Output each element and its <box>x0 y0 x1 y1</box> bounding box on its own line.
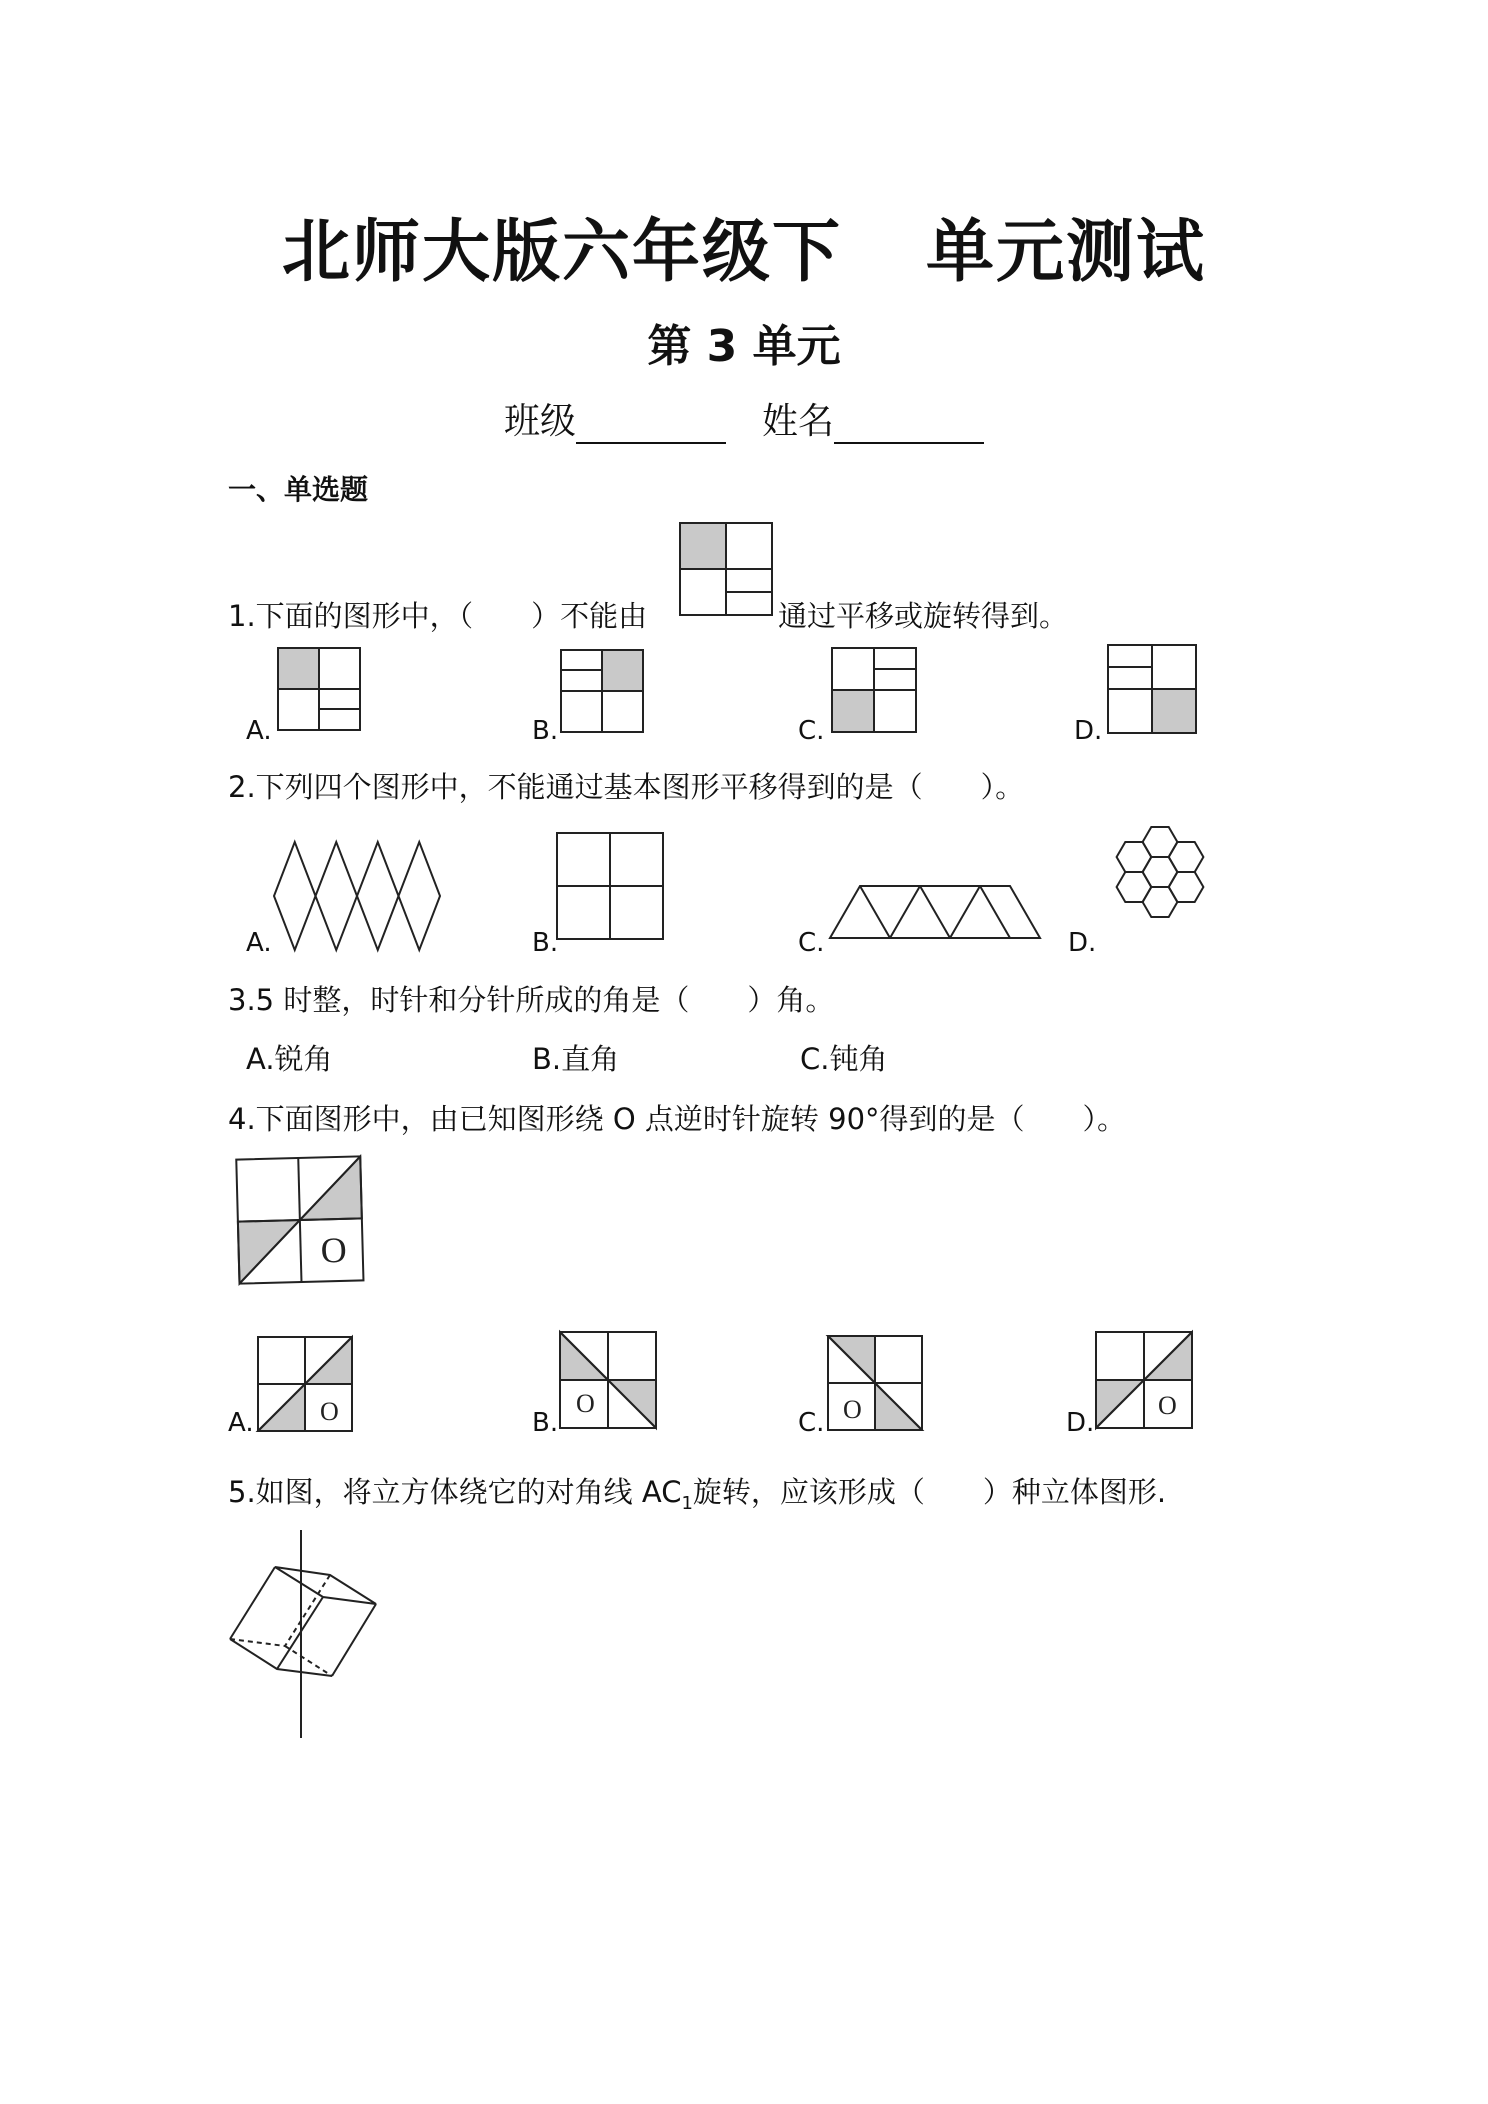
question-4-text: 4.下面图形中，由已知图形绕 O 点逆时针旋转 90°得到的是（ ）。 <box>228 1102 1127 1136</box>
q1-option-d-label[interactable]: D. <box>1074 716 1103 746</box>
page-subtitle: 第 3 单元 <box>647 321 841 372</box>
q3-option-a[interactable]: A.锐角 <box>246 1042 333 1076</box>
q1-option-d-figure[interactable] <box>1108 645 1196 733</box>
q2-option-c-figure[interactable] <box>830 886 1040 938</box>
q2-option-c-label[interactable]: C. <box>798 928 825 958</box>
q4-given-figure <box>238 1158 362 1292</box>
q1-option-b-figure[interactable] <box>561 650 643 732</box>
q3-option-c[interactable]: C.钝角 <box>800 1042 888 1076</box>
q1-option-c-figure[interactable] <box>832 648 916 732</box>
q4-option-d-label[interactable]: D. <box>1066 1408 1095 1438</box>
q1-option-b-label[interactable]: B. <box>532 716 559 746</box>
q5-text-after: 旋转，应该形成（ ）种立体图形. <box>692 1475 1167 1509</box>
q4-option-c-label[interactable]: C. <box>798 1408 825 1438</box>
q2-option-d-label[interactable]: D. <box>1068 928 1097 958</box>
q4-a-point-o: O <box>320 1397 339 1426</box>
question-3-text: 3.5 时整，时针和分针所成的角是（ ）角。 <box>228 983 835 1017</box>
q4-d-point-o: O <box>1158 1391 1177 1420</box>
q4-option-b-label[interactable]: B. <box>532 1408 559 1438</box>
class-label: 班级 <box>503 401 576 442</box>
q1-option-c-label[interactable]: C. <box>798 716 825 746</box>
q4-given-point-o: O <box>320 1229 348 1271</box>
q4-option-a-figure[interactable] <box>258 1337 352 1431</box>
q5-text-before: 5.如图，将立方体绕它的对角线 AC <box>228 1475 682 1509</box>
q5-subscript: 1 <box>681 1492 693 1514</box>
q2-option-b-label[interactable]: B. <box>532 928 559 958</box>
question-1-text-before: 1.下面的图形中，（ ）不能由 <box>228 599 648 633</box>
title-right: 单元测试 <box>926 213 1207 292</box>
student-info-line <box>0 393 1488 444</box>
name-label: 姓名 <box>762 401 835 442</box>
title-left: 北师大版六年级下 <box>281 213 842 292</box>
q1-option-a-figure[interactable] <box>278 648 360 730</box>
class-blank[interactable] <box>576 408 726 444</box>
question-2-text: 2.下列四个图形中，不能通过基本图形平移得到的是（ ）。 <box>228 770 1025 804</box>
q4-c-point-o: O <box>843 1395 862 1424</box>
section-heading: 一、单选题 <box>228 473 369 506</box>
q2-option-d-figure[interactable] <box>1100 822 1220 940</box>
q4-b-point-o: O <box>576 1389 595 1418</box>
q1-base-figure <box>680 523 772 615</box>
q5-cube-figure <box>228 1530 378 1740</box>
question-1-text-after: 通过平移或旋转得到。 <box>778 599 1069 633</box>
q4-option-b-figure[interactable] <box>560 1332 656 1428</box>
question-5-text <box>228 1470 1166 1514</box>
q1-option-a-label[interactable]: A. <box>246 716 272 746</box>
q4-option-d-figure[interactable] <box>1096 1332 1192 1428</box>
q2-option-a-figure[interactable] <box>274 842 440 950</box>
q4-option-a-label[interactable]: A. <box>228 1408 254 1438</box>
page-title <box>0 198 1488 295</box>
q3-option-b[interactable]: B.直角 <box>532 1042 620 1076</box>
name-blank[interactable] <box>834 408 984 444</box>
q2-option-a-label[interactable]: A. <box>246 928 272 958</box>
q4-option-c-figure[interactable] <box>828 1336 922 1430</box>
q2-option-b-figure[interactable] <box>557 833 663 939</box>
